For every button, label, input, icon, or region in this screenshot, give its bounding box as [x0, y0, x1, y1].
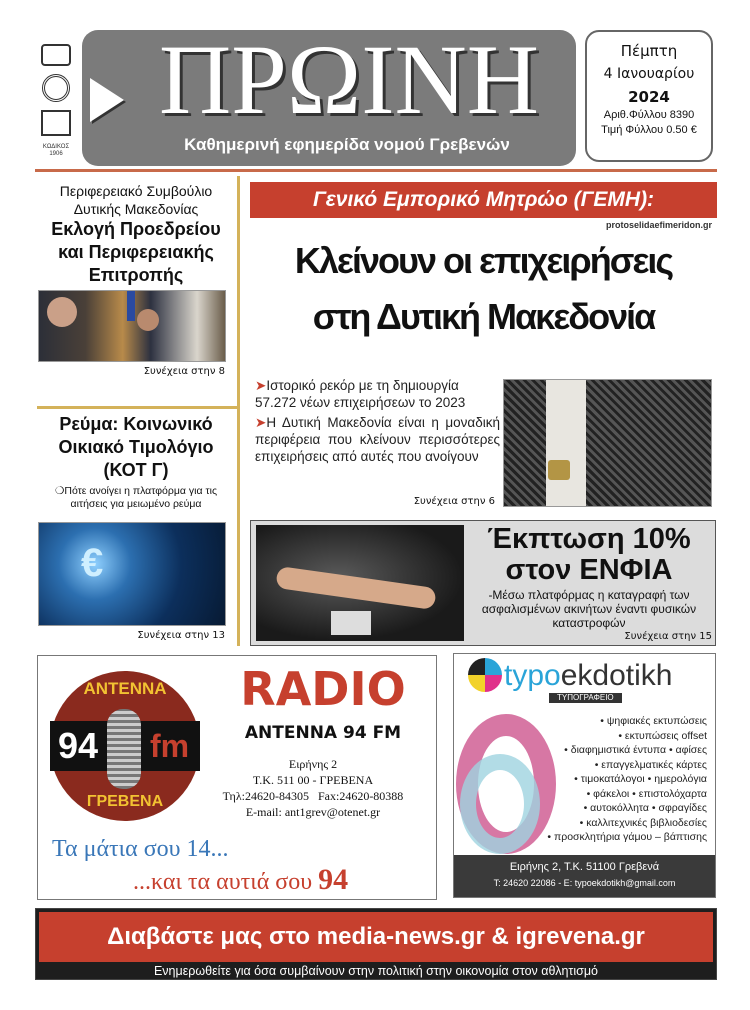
- issue-number: Αριθ.Φύλλου 8390: [603, 109, 695, 121]
- article-headline: Εκλογή Προεδρείου και Περιφερειακής Επιτροπής: [51, 219, 221, 285]
- elta-logo-icon: [41, 44, 71, 66]
- bottom-banner[interactable]: [35, 908, 717, 980]
- article-enfia[interactable]: [250, 520, 716, 646]
- house-shape: [331, 611, 371, 635]
- typo-logo-icon: [468, 658, 502, 692]
- newspaper-subtitle: Καθημερινή εφημερίδα νομού Γρεβενών: [184, 135, 510, 154]
- article-regional-council[interactable]: [37, 182, 235, 287]
- radio-antenna-ad[interactable]: [37, 655, 437, 900]
- issue-year: 2024: [628, 88, 670, 106]
- microphone-icon: [107, 709, 141, 789]
- radio-slogan1: Τα μάτια σου 14...: [52, 836, 229, 862]
- continued-link[interactable]: Συνέχεια στην 8: [143, 366, 225, 377]
- main-story-kicker: Γενικό Εμπορικό Μητρώο (ΓΕΜΗ):: [250, 182, 717, 218]
- bullet-text: Η Δυτική Μακεδονία είναι η μοναδική περιφέρεια που κλείνουν περισσότερες επιχειρήσεις από αυτές που ανοίγουν: [255, 415, 500, 464]
- bullet-text: Ιστορικό ρεκόρ με τη δημιουργία 57.272 νέων επιχειρήσεων το 2023: [255, 378, 466, 410]
- slogan-number: 94: [318, 863, 349, 896]
- continued-link[interactable]: Συνέχεια στην 13: [137, 630, 225, 641]
- person-face: [47, 297, 77, 327]
- typo-tag: ΤΥΠΟΓΡΑΦΕΙΟ: [549, 693, 622, 703]
- column-divider: [237, 176, 240, 646]
- padlock-icon: [548, 460, 570, 480]
- typo-footer: [454, 855, 715, 897]
- issue-date: 4 Ιανουαρίου: [603, 66, 695, 82]
- radio-address1: Ειρήνης 2: [288, 757, 338, 771]
- left-article-divider: [37, 406, 237, 409]
- council-meeting-photo: [38, 290, 226, 362]
- door-frame: [546, 380, 586, 506]
- service-item: • φάκελοι • επιστολόχαρτα: [586, 787, 707, 800]
- eu-flag: [127, 291, 135, 321]
- antenna-logo: [50, 671, 200, 821]
- seal-logo-icon: [42, 74, 70, 102]
- radio-phones: Τηλ:24620-84305 Fax:24620-80388: [222, 789, 404, 803]
- logo-code-label: ΚΩΔΙΚΟΣ: [42, 144, 70, 150]
- service-item: • αυτοκόλλητα • σφραγίδες: [583, 802, 707, 814]
- continued-link[interactable]: Συνέχεια στην 6: [413, 496, 495, 507]
- radio-contact: [188, 756, 438, 820]
- issue-info-box: [585, 30, 713, 162]
- person-face: [137, 309, 159, 331]
- main-headline-line2[interactable]: στη Δυτική Μακεδονία: [312, 296, 655, 337]
- radio-slogan2: [133, 864, 348, 898]
- logo-top-text: ANTENNA: [83, 679, 167, 698]
- enfia-subhead: -Μέσω πλατφόρμας η καταγραφή των ασφαλισμένων ακινήτων έναντι φυσικών καταστροφών: [481, 588, 697, 630]
- main-story-bullets: [255, 377, 500, 465]
- watermark: protoselidaefimeridon.gr: [606, 220, 713, 230]
- radio-address2: Τ.Κ. 511 00 - ΓΡΕΒΕΝΑ: [252, 773, 374, 787]
- hand-shape: [275, 566, 437, 610]
- radio-email: E-mail: ant1grev@otenet.gr: [245, 805, 381, 819]
- service-item: • τιμοκατάλογοι • ημερολόγια: [574, 773, 707, 785]
- bullet-item: [255, 377, 500, 411]
- typo-contact: Τ: 24620 22086 - Ε: typoekdotikh@gmail.com: [493, 878, 676, 888]
- arrow-icon: [90, 78, 124, 122]
- barcode-icon: [41, 110, 71, 136]
- hand-house-photo: [256, 525, 464, 641]
- lightbulb-euro-photo: [38, 522, 226, 626]
- issue-price: Τιμή Φύλλου 0.50 €: [601, 124, 697, 136]
- logo-number: 94: [58, 725, 99, 766]
- article-kicker: Περιφερειακό Συμβούλιο Δυτικής Μακεδονίας: [59, 183, 213, 217]
- service-item: • ψηφιακές εκτυπώσεις: [600, 715, 707, 727]
- typo-brand: [504, 660, 672, 692]
- service-item: • καλλιτεχνικές βιβλιοδεσίες: [579, 816, 707, 829]
- service-item: • εκτυπώσεις offset: [618, 729, 707, 742]
- service-item: • προσκλητήρια γάμου – βάπτισης: [547, 831, 707, 843]
- banner-main-text: [39, 912, 713, 962]
- arrow-bullet-icon: ➤: [255, 415, 267, 430]
- slogan-text: ...και τα αυτιά σου: [133, 869, 313, 895]
- radio-name: ANTENNA 94 FM: [244, 723, 402, 743]
- logo-code-value: 1906: [49, 151, 63, 157]
- masthead-divider: [35, 169, 717, 172]
- continued-link[interactable]: Συνέχεια στην 15: [624, 631, 712, 642]
- service-item: • διαφημιστικά έντυπα • αφίσες: [564, 744, 707, 756]
- paper-roll-graphic: [460, 754, 540, 854]
- locked-shop-photo: [503, 379, 712, 507]
- brand-part: typo: [504, 659, 561, 692]
- bullet-item: [255, 414, 500, 465]
- brand-part: ekdotikh: [560, 659, 673, 692]
- enfia-headline-line1: Έκπτωση 10%: [487, 523, 691, 555]
- issue-day: Πέμπτη: [620, 42, 678, 60]
- publisher-logos: [36, 44, 76, 169]
- enfia-text: [466, 524, 712, 643]
- logo-fm: fm: [150, 728, 190, 764]
- enfia-headline-line2: στον ΕΝΦΙΑ: [505, 554, 673, 586]
- article-headline: Ρεύμα: Κοινωνικό Οικιακό Τιμολόγιο (ΚΟΤ Γ): [58, 414, 214, 480]
- radio-title: RADIO: [240, 662, 406, 716]
- arrow-bullet-icon: ➤: [255, 378, 267, 393]
- service-item: • επαγγελματικές κάρτες: [594, 758, 707, 771]
- typo-services: [547, 714, 707, 845]
- banner-strip-text: Ενημερωθείτε για όσα συμβαίνουν στην πολιτική στην οικονομία στον αθλητισμό: [153, 964, 599, 978]
- main-headline-line1[interactable]: Κλείνουν οι επιχειρήσεις: [294, 240, 673, 281]
- logo-bottom-text: ΓΡΕΒΕΝΑ: [86, 793, 164, 810]
- typo-address: Ειρήνης 2, Τ.Κ. 51100 Γρεβενά: [509, 861, 660, 873]
- article-electricity-tariff[interactable]: [37, 413, 235, 511]
- euro-icon: €: [81, 541, 104, 585]
- masthead: [82, 24, 576, 166]
- article-subhead: ❍Πότε ανοίγει η πλατφόρμα για τις αιτήσεις για μειωμένο ρεύμα: [54, 485, 218, 510]
- typoekdotikh-ad[interactable]: [453, 653, 716, 898]
- newspaper-title: ΠΡΩΙΝΗ: [159, 24, 539, 135]
- banner-text: Διαβάστε μας στο media-news.gr & igrevena.gr: [107, 923, 645, 950]
